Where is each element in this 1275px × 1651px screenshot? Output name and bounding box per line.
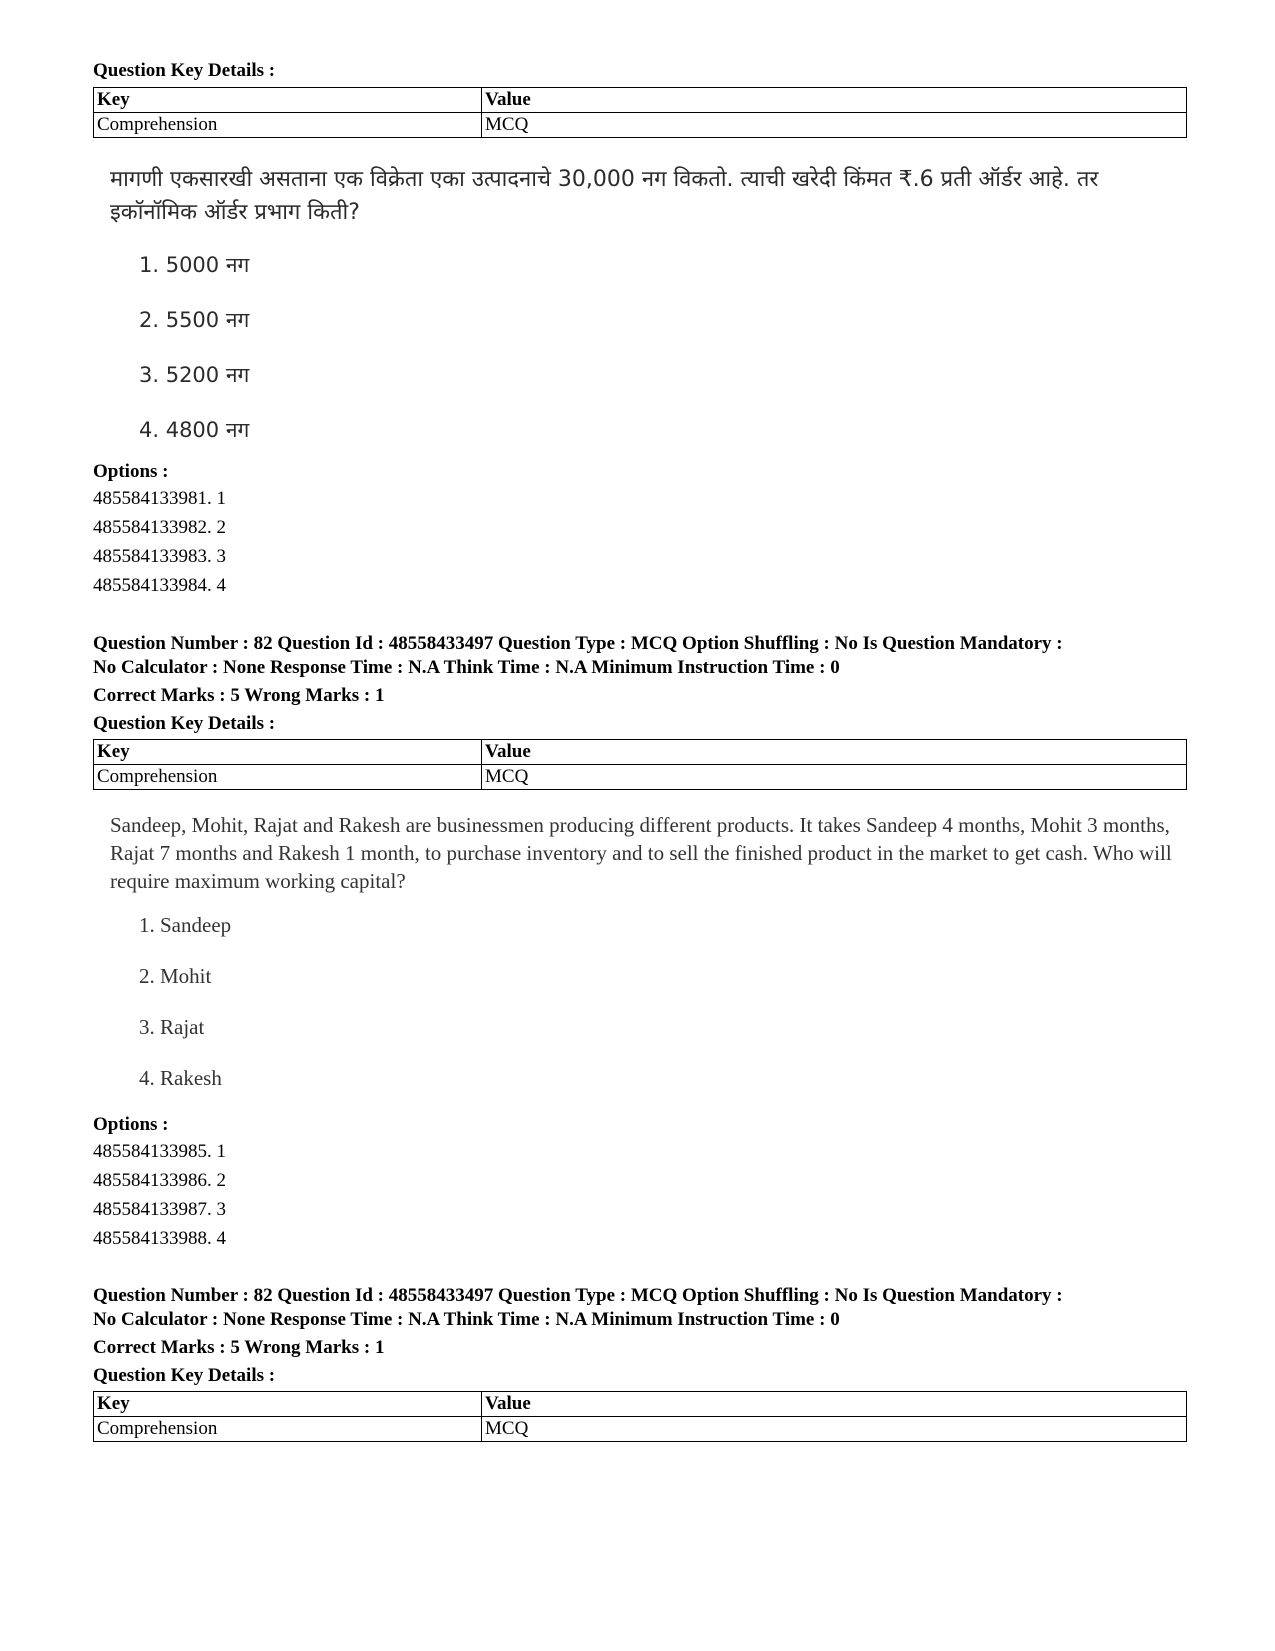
question-key-details-label: Question Key Details :: [93, 1365, 276, 1386]
table-cell-key: Comprehension: [94, 113, 482, 138]
key-value-table: [93, 87, 1187, 138]
table-header-key: Key: [94, 740, 482, 765]
question-meta: [93, 1284, 1063, 1332]
table-header-key: Key: [94, 88, 482, 113]
question-meta-line-2: No Calculator : None Response Time : N.A Think Time : N.A Minimum Instruction Time : 0: [93, 657, 840, 678]
option-item: 485584133986. 2: [93, 1170, 226, 1191]
options-label: Options :: [93, 461, 169, 482]
option-item: 485584133981. 1: [93, 488, 226, 509]
table-cell-value: MCQ: [482, 1417, 1187, 1442]
question-image-marathi: [110, 163, 1190, 442]
choice-3: 3. Rajat: [139, 1015, 205, 1039]
question-meta: [93, 632, 1063, 680]
option-item: 485584133984. 4: [93, 575, 226, 596]
question-text: Sandeep, Mohit, Rajat and Rakesh are businessmen producing different products. It takes Sandeep 4 months, Mohit 3 months, Rajat 7 months and Rakesh 1 month, to purchase inventory and to sell the finished product in the market to get cash. Who will require maximum working capital?: [110, 813, 1172, 893]
key-value-table: [93, 1391, 1187, 1442]
table-header-value: Value: [482, 1392, 1187, 1417]
question-key-details-label: Question Key Details :: [93, 713, 276, 734]
question-meta-line-2: No Calculator : None Response Time : N.A Think Time : N.A Minimum Instruction Time : 0: [93, 1309, 840, 1330]
table-header-key: Key: [94, 1392, 482, 1417]
marks-line: Correct Marks : 5 Wrong Marks : 1: [93, 685, 385, 706]
options-list: [93, 484, 226, 600]
question-key-details-label: Question Key Details :: [93, 60, 276, 81]
key-value-table: [93, 739, 1187, 790]
table-cell-key: Comprehension: [94, 1417, 482, 1442]
choice-2: 2. 5500 नग: [139, 308, 250, 332]
options-label: Options :: [93, 1114, 169, 1135]
choice-1: 1. 5000 नग: [139, 253, 250, 277]
question-text: मागणी एकसारखी असताना एक विक्रेता एका उत्पादनाचे 30,000 नग विकतो. त्याची खरेदी किंमत ₹.6 प्रती ऑर्डर आहे. तर इकॉनॉमिक ऑर्डर प्रभाग किती?: [110, 167, 1099, 225]
table-cell-value: MCQ: [482, 113, 1187, 138]
table-cell-key: Comprehension: [94, 765, 482, 790]
option-item: 485584133988. 4: [93, 1228, 226, 1249]
option-item: 485584133985. 1: [93, 1141, 226, 1162]
option-item: 485584133983. 3: [93, 546, 226, 567]
question-image-english: [110, 811, 1190, 1090]
question-meta-line-1: Question Number : 82 Question Id : 48558433497 Question Type : MCQ Option Shuffling : No Is Question Mandatory :: [93, 1285, 1063, 1306]
table-header-value: Value: [482, 740, 1187, 765]
choice-2: 2. Mohit: [139, 964, 212, 988]
choice-1: 1. Sandeep: [139, 913, 232, 937]
choice-4: 4. 4800 नग: [139, 418, 250, 442]
options-list: [93, 1137, 226, 1253]
table-header-value: Value: [482, 88, 1187, 113]
question-meta-line-1: Question Number : 82 Question Id : 48558433497 Question Type : MCQ Option Shuffling : No Is Question Mandatory :: [93, 633, 1063, 654]
marks-line: Correct Marks : 5 Wrong Marks : 1: [93, 1337, 385, 1358]
choice-3: 3. 5200 नग: [139, 363, 250, 387]
choice-4: 4. Rakesh: [139, 1066, 222, 1090]
table-cell-value: MCQ: [482, 765, 1187, 790]
option-item: 485584133987. 3: [93, 1199, 226, 1220]
option-item: 485584133982. 2: [93, 517, 226, 538]
